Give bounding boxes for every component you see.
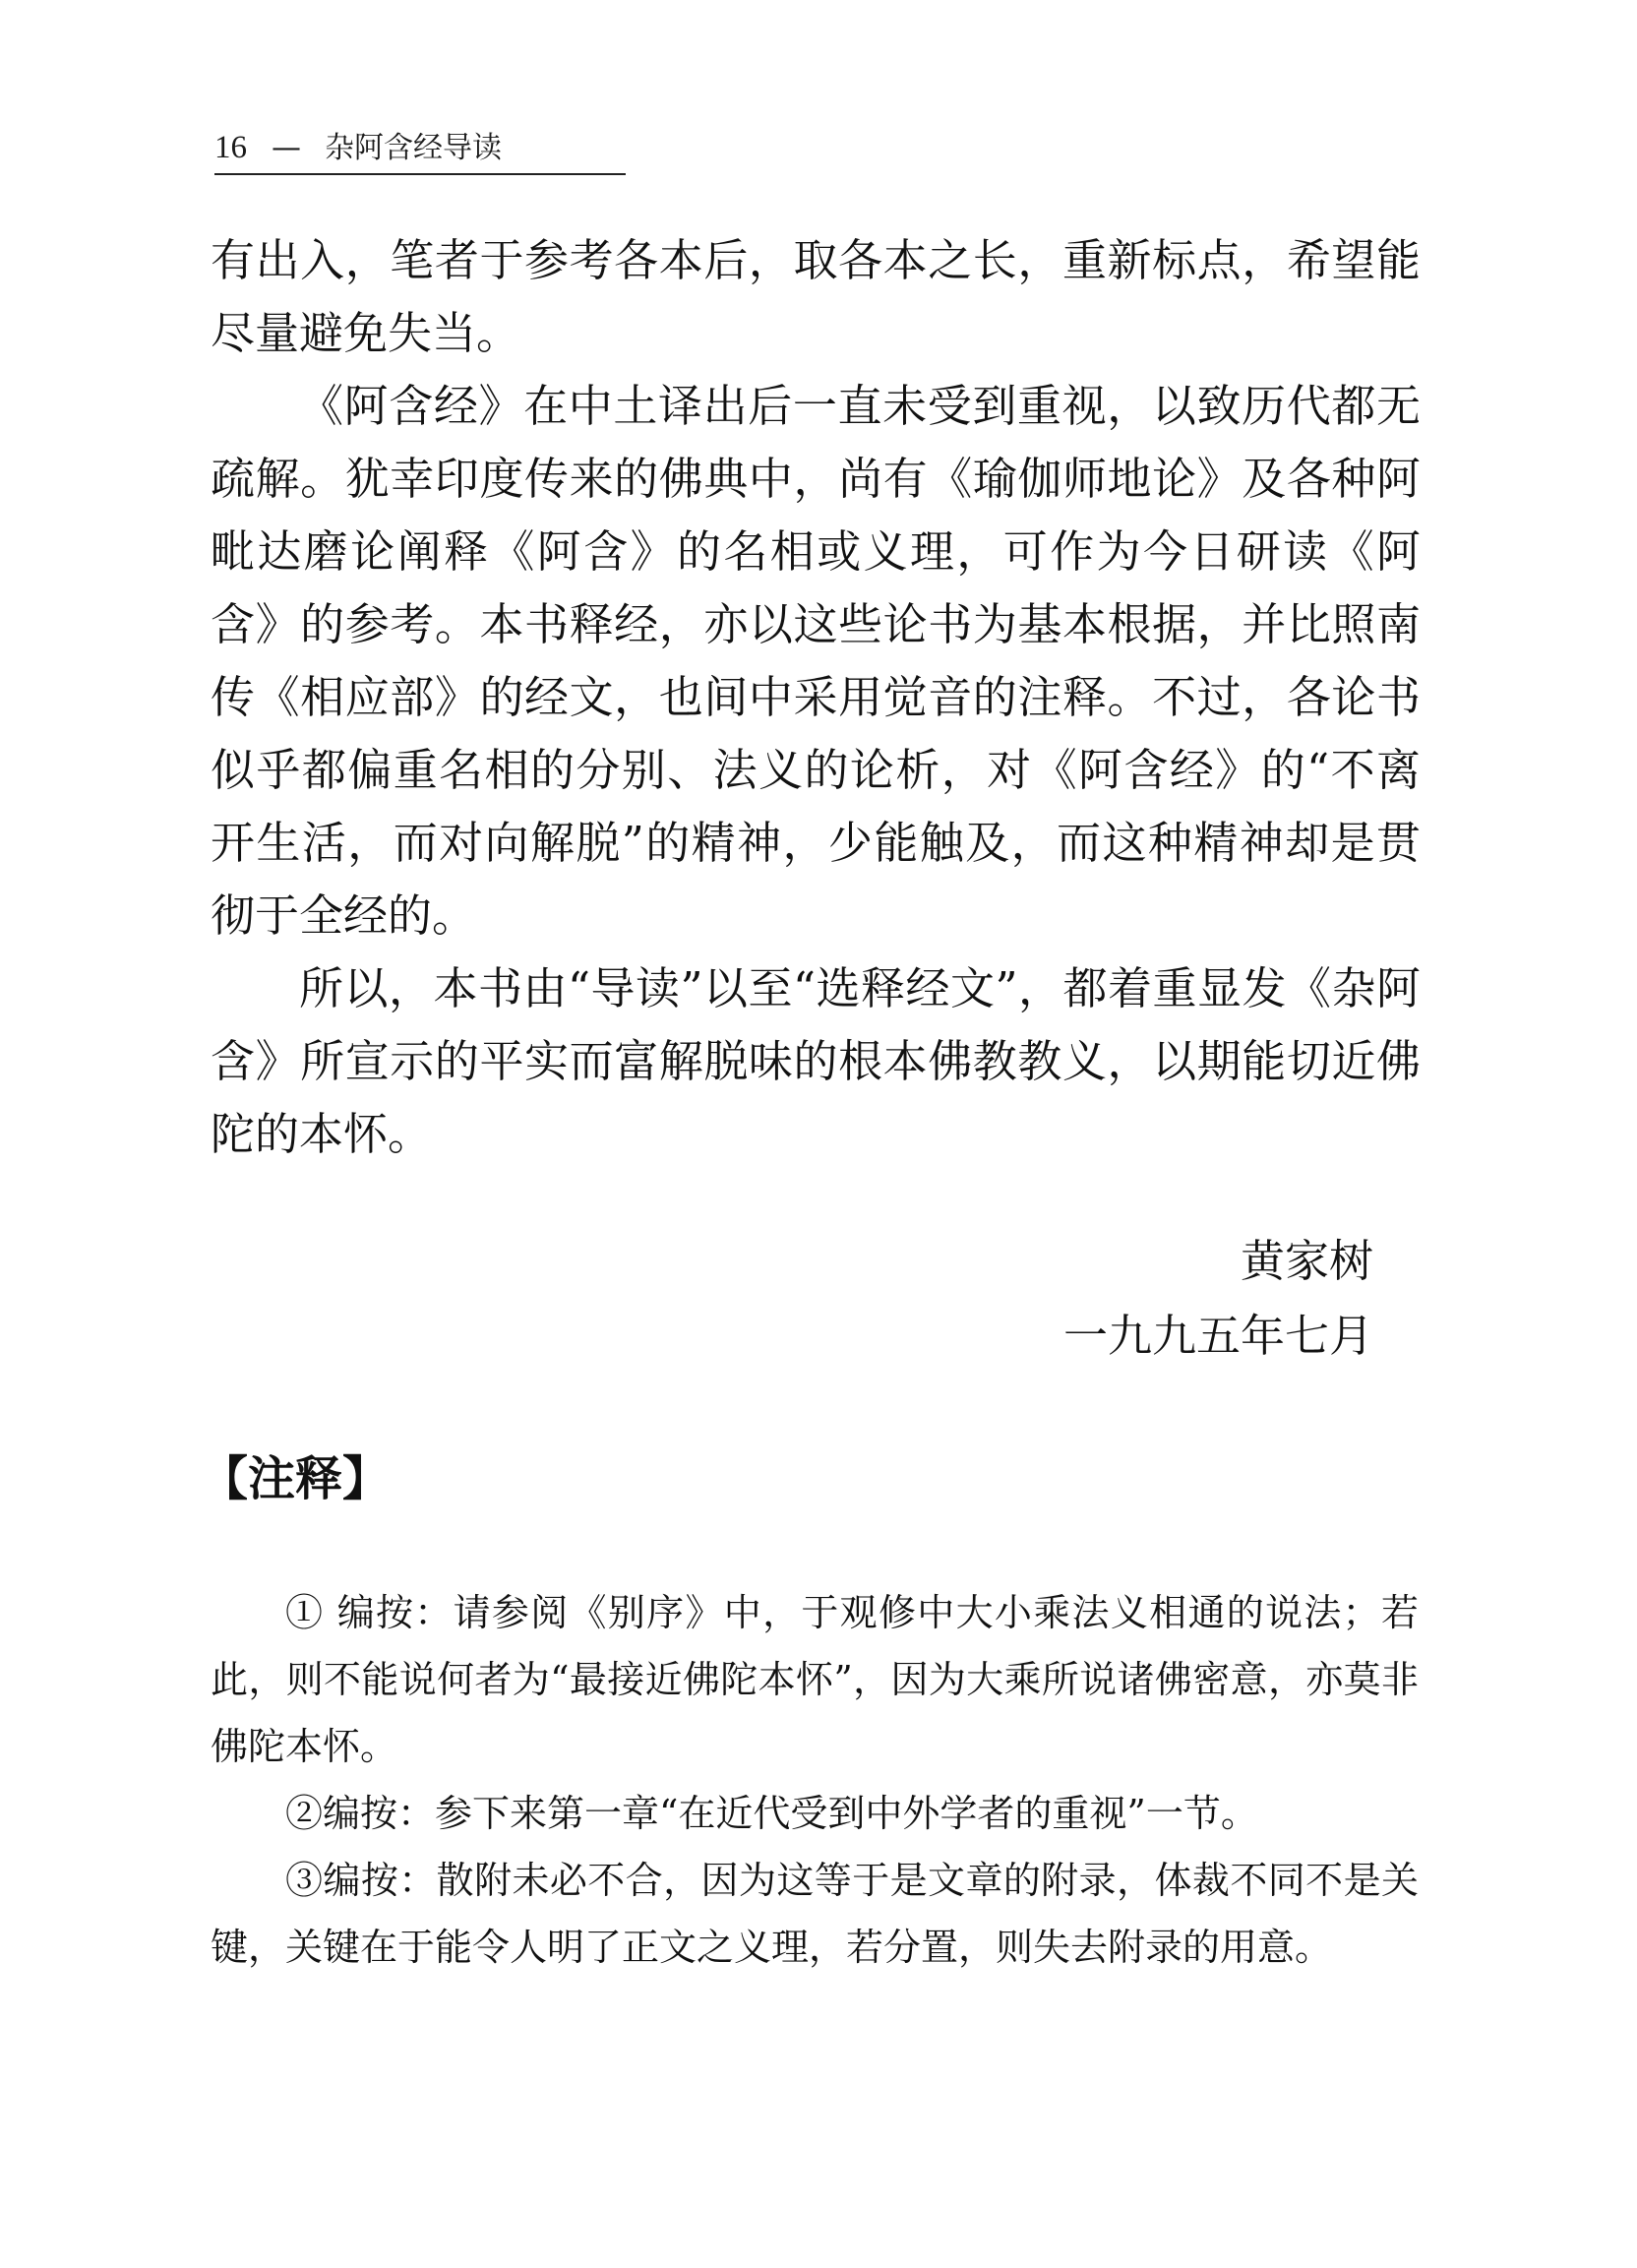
note-item-2: ②编按：参下来第一章“在近代受到中外学者的重视”一节。 [285, 1792, 1258, 1835]
body-paragraph-2: 《阿含经》在中土译出后一直未受到重视，以致历代都无疏解。犹幸印度传来的佛典中，尚有《瑜伽师地论》及各种阿毗达磨论阐释《阿含》的名相或义理，可作为今日研读《阿含》的参考。本书释经，亦以这些论书为基本根据，并比照南传《相应部》的经文，也间中采用觉音的注释。不过，各论书似乎都偏重名相的分别、法义的论析，对《阿含经》的“不离开生活，而对向解脱”的精神，少能触及，而这种精神却是贯彻于全经的。 [211, 380, 1421, 942]
body-text [211, 224, 1421, 1171]
signature-date: 一九九五年七月 [1062, 1310, 1373, 1362]
note-item-3: ③编按：散附未必不合，因为这等于是文章的附录，体裁不同不是关键，关键在于能令人明了正文之义理，若分置，则失去附录的用意。 [211, 1859, 1419, 1969]
notes-list [211, 1579, 1419, 1981]
header-separator: — [272, 131, 301, 165]
signature-block [1063, 1224, 1373, 1374]
body-paragraph-1: 有出入，笔者于参考各本后，取各本之长，重新标点，希望能尽量避免失当。 [211, 234, 1421, 359]
body-paragraph-3: 所以，本书由“导读”以至“选释经文”，都着重显发《杂阿含》所宣示的平实而富解脱味的根本佛教教义，以期能切近佛陀的本怀。 [211, 962, 1421, 1160]
header-rule [214, 173, 626, 175]
notes-heading: 【注释】 [201, 1451, 391, 1506]
page-number: 16 [214, 130, 247, 165]
author-name: 黄家树 [1240, 1235, 1373, 1287]
note-item-1: ① 编按：请参阅《别序》中，于观修中大小乘法义相通的说法；若此，则不能说何者为“最接近佛陀本怀”，因为大乘所说诸佛密意，亦莫非佛陀本怀。 [211, 1591, 1419, 1768]
running-header [214, 126, 628, 177]
book-title: 杂阿含经导读 [325, 131, 502, 165]
